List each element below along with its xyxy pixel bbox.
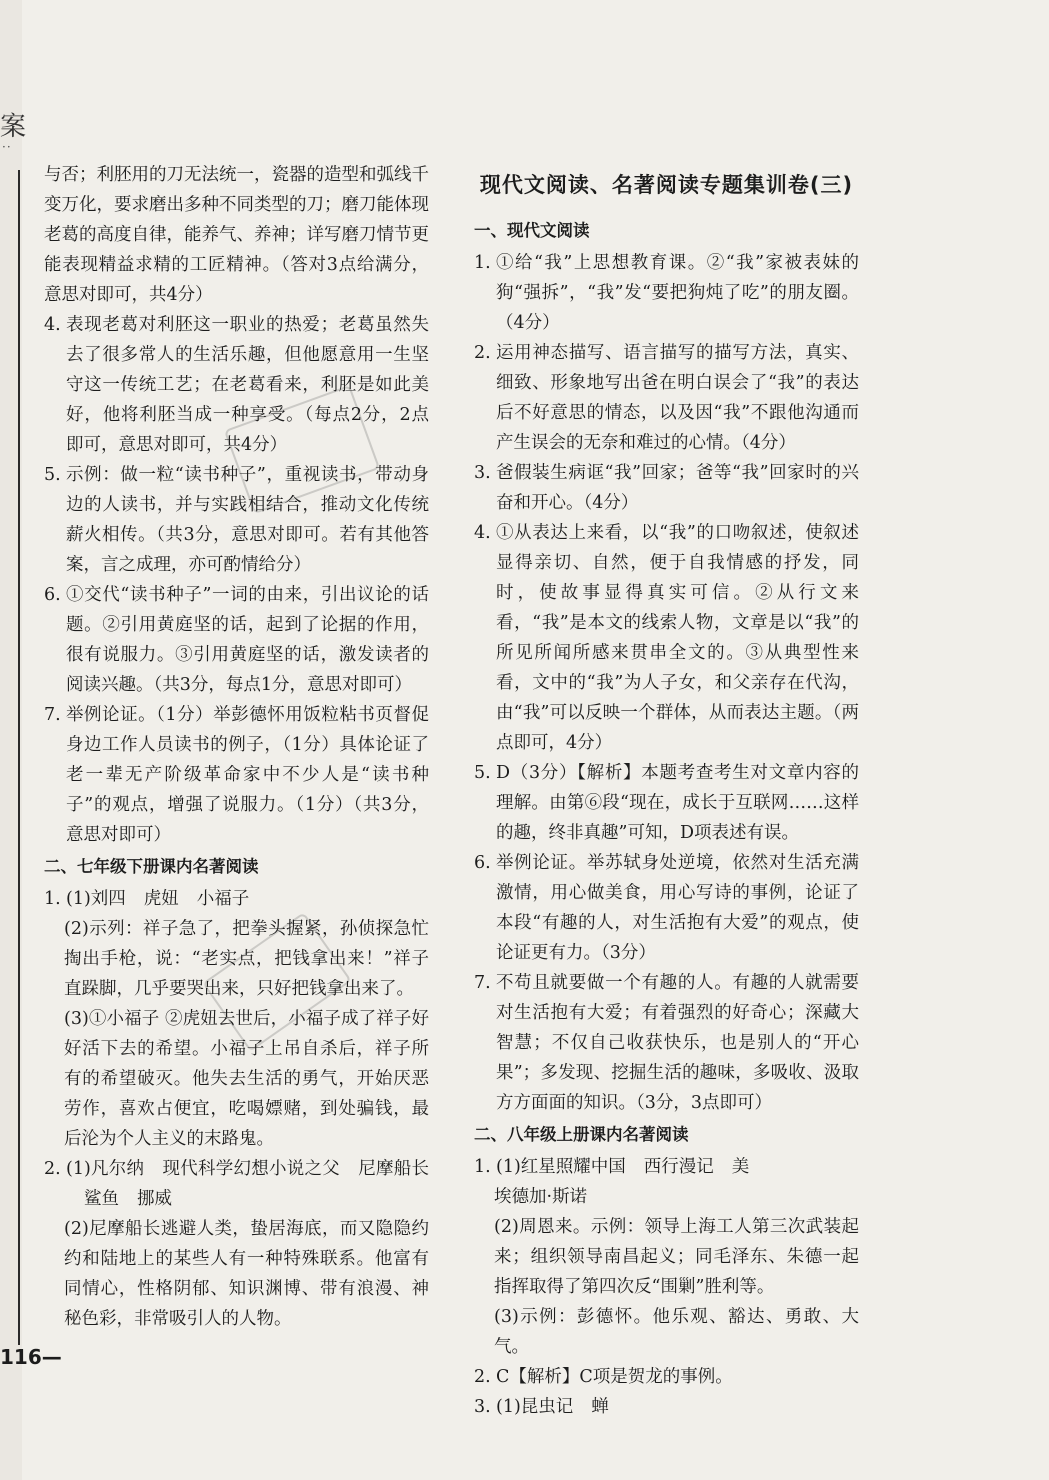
answer-term: 挪威 [137,1189,172,1209]
item-text: 不苟且就要做一个有趣的人。有趣的人就需要对生活抱有大爱；有着强烈的好奇心；深藏大智慧；不仅自己收获快乐，也是别人的“开心果”；多发现、挖掘生活的趣味，多吸收、汲取方方面面的知识。（3分，3点即可） [496,973,859,1113]
item-number: 2. [474,343,491,363]
answer-item [44,884,429,914]
item-number: 5. [474,763,491,783]
item-text: C【解析】C项是贺龙的事例。 [496,1367,733,1387]
sub-answer: (2)尼摩船长逃避人类，蛰居海底，而又隐隐约约和陆地上的某些人有一种特殊联系。他富有同情心，性格阴郁、知识渊博、带有浪漫、神秘色彩，非常吸引人的人物。 [64,1219,429,1329]
item-text: 举例论证。举苏轼身处逆境，依然对生活充满激情，用心做美食，用心写诗的事例，论证了本段“有趣的人，对生活抱有大爱”的观点，使论证更有力。（3分） [496,853,859,963]
left-column [44,160,429,1334]
item-number: 7. [44,705,61,725]
answer-item [474,1392,859,1422]
sub-answer: (3)①小福子 ②虎妞去世后，小福子成了祥子好好活下去的希望。小福子上吊自杀后，祥子所有的希望破灭。他失去生活的勇气，开始厌恶劳作，喜欢占便宜，吃喝嫖赌，到处骗钱，最后沦为个人主义的末路鬼。 [64,1009,429,1149]
sub-answer: (2)周恩来。示例：领导上海工人第三次武装起来；组织领导南昌起义；同毛泽东、朱德一起指挥取得了第四次反“围剿”胜利等。 [494,1217,859,1297]
item-text: ①从表达上来看，以“我”的口吻叙述，使叙述显得亲切、自然，便于自我情感的抒发，同时，使故事显得真实可信。②从行文来看，“我”是本文的线索人物，文章是以“我”的所见所闻所感来贯串全文的。③从典型性来看，文中的“我”为人子女，和父亲存在代沟，由“我”可以反映一个群体，从而表达主题。（两点即可，4分） [496,523,859,753]
answer-item [44,460,429,580]
answer-item [44,700,429,850]
item-text: D（3分）【解析】本题考查考生对文章内容的理解。由第⑥段“现在，成长于互联网……这样的趣，终非真趣”可知，D项表述有误。 [496,763,859,843]
answer-item [44,580,429,700]
section-heading: 二、七年级下册课内名著阅读 [44,857,259,876]
item-number: 3. [474,1397,491,1417]
answer-item [474,758,859,848]
item-text [496,1392,859,1422]
answer-term: 西行漫记 [643,1157,714,1177]
margin-dots: ·· [2,140,12,154]
item-text: 示例：做一粒“读书种子”，重视读书，带动身边的人读书，并与实践相结合，推动文化传统薪火相传。（共3分，意思对即可。若有其他答案，言之成理，亦可酌情给分） [66,465,429,575]
answer-term: (1)红星照耀中国 [496,1157,626,1177]
item-text: 举例论证。（1分）举彭德怀用饭粒粘书页督促身边工作人员读书的例子，（1分）具体论证了老一辈无产阶级革命家中不少人是“读书种子”的观点，增强了说服力。（1分）（共3分，意思对即可） [66,705,429,845]
answer-item [474,968,859,1118]
item-number: 1. [474,1157,491,1177]
item-text [66,1154,429,1214]
answer-term: 美 [731,1157,750,1177]
answer-item [474,338,859,458]
item-number: 4. [474,523,491,543]
answer-item [474,458,859,518]
sub-answer: (2)示列：祥子急了，把拳头握紧，孙侦探急忙掏出手枪，说：“老实点，把钱拿出来！”祥子直跺脚，几乎要哭出来，只好把钱拿出来了。 [64,919,429,999]
item-text: 运用神态描写、语言描写的描写方法，真实、细致、形象地写出爸在明白误会了“我”的表达后不好意思的情态，以及因“我”不跟他沟通而产生误会的无奈和难过的心情。（4分） [496,343,859,453]
item-text [66,884,429,914]
item-text: 爸假装生病诓“我”回家；爸等“我”回家时的兴奋和开心。（4分） [496,463,859,513]
margin-fragment: 案 [0,112,27,142]
answer-term: 蝉 [591,1397,609,1417]
item-number: 6. [474,853,491,873]
continued-answer: 与否；利胚用的刀无法统一，瓷器的造型和弧线千变万化，要求磨出多种不同类型的刀；磨刀能体现老葛的高度自律，能养气、养神；详写磨刀情节更能表现精益求精的工匠精神。（答对3点给满分，意思对即可，共4分） [44,165,429,305]
item-number: 3. [474,463,491,483]
answer-item [44,1154,429,1214]
item-number: 2. [474,1367,491,1387]
answer-term: (1)昆虫记 [496,1397,574,1417]
section-heading: 二、八年级上册课内名著阅读 [474,1125,689,1144]
right-column [474,160,859,1422]
answer-term: 小福子 [196,889,250,909]
answer-item [474,248,859,338]
item-number: 7. [474,973,491,993]
sub-answer: (3)示例：彭德怀。他乐观、豁达、勇敢、大气。 [494,1307,859,1357]
item-number: 1. [44,889,61,909]
answer-term: 尼摩船长 [358,1159,430,1179]
item-number: 5. [44,465,61,485]
item-text: 表现老葛对利胚这一职业的热爱；老葛虽然失去了很多常人的生活乐趣，但他愿意用一生坚守这一传统工艺；在老葛看来，利胚是如此美好，他将利胚当成一种享受。（每点2分，2点即可，意思对即可，共4分） [66,315,429,455]
item-text: ①给“我”上思想教育课。②“我”家被表妹的狗“强拆”，“我”发“要把狗炖了吃”的朋友圈。（4分） [496,253,859,333]
answer-item [474,518,859,758]
sub-answer: 埃德加·斯诺 [494,1187,588,1207]
answer-term: 虎妞 [143,889,179,909]
answer-item [474,1152,859,1182]
answer-term: (1)刘四 [66,889,126,909]
answer-item [474,1362,859,1392]
binding-rule [18,170,20,1345]
item-number: 1. [474,253,491,273]
page-title: 现代文阅读、名著阅读专题集训卷(三) [479,173,854,197]
item-number: 6. [44,585,61,605]
answer-item [474,848,859,968]
item-number: 4. [44,315,61,335]
section-heading: 一、现代文阅读 [474,221,590,240]
answer-term: 现代科学幻想小说之父 [162,1159,341,1179]
answer-term: (1)凡尔纳 [66,1159,145,1179]
answer-term: 鲨鱼 [84,1189,119,1209]
item-text: ①交代“读书种子”一词的由来，引出议论的话题。②引用黄庭坚的话，起到了论据的作用，很有说服力。③引用黄庭坚的话，激发读者的阅读兴趣。（共3分，每点1分，意思对即可） [66,585,429,695]
page-number: 116— [0,1345,62,1369]
item-number: 2. [44,1159,61,1179]
item-text [496,1152,859,1182]
answer-item [44,310,429,460]
